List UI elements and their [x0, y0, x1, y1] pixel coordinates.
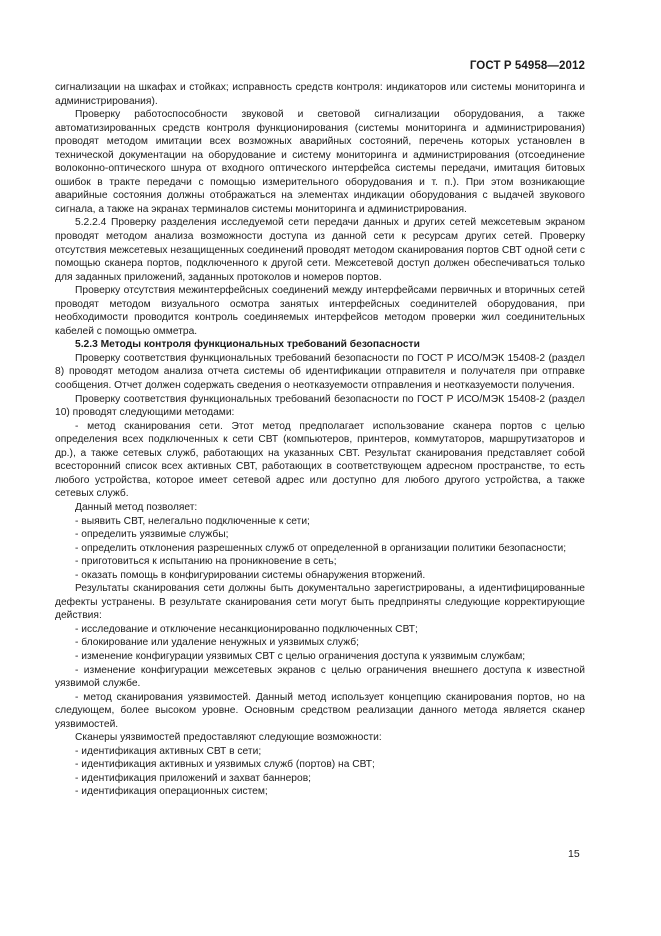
paragraph: - оказать помощь в конфигурировании системы обнаружения вторжений.	[75, 569, 426, 581]
paragraph: Проверку соответствия функциональных требований безопасности по ГОСТ Р ИСО/МЭК 15408-2 (раздел 8) проводят методом анализа отчета системы об идентификации отправителя и получателя при отправке сообщения. Отчет должен содержать сведения о неотказуемости отправления и неотказуемости получения.	[55, 352, 585, 392]
paragraph: 5.2.2.4 Проверку разделения исследуемой сети передачи данных и других сетей межсетевым экраном проводят методом анализа возможности доступа из данной сети к ресурсам других сетей. Проверку отсутствия межсетевых незащищенных соединений проводят методом сканирования портов СВТ одной сети с помощью сканера портов, подключенного к другой сети. Межсетевой доступ должен обеспечиваться только для заданных приложений, заданных протоколов и номеров портов.	[55, 217, 585, 283]
document-body	[55, 81, 585, 799]
paragraph: - идентификация активных и уязвимых служб (портов) на СВТ;	[75, 759, 375, 771]
paragraph: - определить уязвимые службы;	[75, 529, 229, 541]
paragraph: - идентификация операционных систем;	[75, 786, 268, 798]
paragraph: - приготовиться к испытанию на проникновение в сеть;	[75, 556, 337, 568]
paragraph: - идентификация активных СВТ в сети;	[75, 745, 262, 757]
paragraph: - изменение конфигурации уязвимых СВТ с целью ограничения доступа к уязвимым службам;	[75, 650, 526, 662]
paragraph: Результаты сканирования сети должны быть документально зарегистрированы, а идентифицированные дефекты устранены. В результате сканирования сети могут быть предприняты следующие корректирующие действия:	[55, 583, 585, 622]
paragraph: Сканеры уязвимостей предоставляют следующие возможности:	[75, 732, 382, 744]
paragraph: Данный метод позволяет:	[75, 501, 198, 513]
paragraph: Проверку отсутствия межинтерфейсных соединений между интерфейсами первичных и вторичных сетей проводят методом визуального осмотра занятых интерфейсных соединителей оборудования, при необходимости проводится контроль соединяемых интерфейсов методом проверки жил соединительных кабелей с помощью омметра.	[55, 285, 585, 337]
paragraph: - исследование и отключение несанкционированно подключенных СВТ;	[75, 623, 418, 635]
paragraph: - определить отклонения разрешенных служб от определенной в организации политики безопасности;	[75, 542, 567, 554]
page-number: 15	[568, 848, 580, 860]
paragraph: - метод сканирования уязвимостей. Данный метод использует концепцию сканирования портов, но на следующем, более высоком уровне. Основным средством реализации данного метода является сканер уязвимостей.	[55, 691, 585, 730]
paragraph: - выявить СВТ, нелегально подключенные к сети;	[75, 515, 310, 527]
paragraph: сигнализации на шкафах и стойках; исправность средств контроля: индикаторов или системы мониторинга и администрирования).	[55, 82, 585, 107]
paragraph: Проверку соответствия функциональных требований безопасности по ГОСТ Р ИСО/МЭК 15408-2 (раздел 10) проводят следующими методами:	[55, 393, 585, 419]
paragraph: - изменение конфигурации межсетевых экранов с целью ограничения внешнего доступа к известной уязвимой службе.	[55, 664, 585, 690]
paragraph: - метод сканирования сети. Этот метод предполагает использование сканера портов с целью определения всех подключенных к сети СВТ (компьютеров, принтеров, коммутаторов, маршрутизаторов и др.), а также сетевых служб, работающих на указанных СВТ. Результат сканирования представляет собой всесторонний список всех активных СВТ, работающих в соответствующем адресном пространстве, то есть любого устройства, которое имеет сетевой адрес или доступно для любого другого устройства, а также сетевых служб.	[55, 420, 585, 500]
paragraph: - идентификация приложений и захват баннеров;	[75, 772, 311, 784]
document-header: ГОСТ Р 54958—2012	[469, 60, 585, 72]
paragraph: - блокирование или удаление ненужных и уязвимых служб;	[75, 637, 359, 649]
paragraph: Проверку работоспособности звуковой и световой сигнализации оборудования, а также автоматизированных средств контроля функционирования (системы мониторинга и администрирования) проводят методом имитации всех возможных аварийных состояний, перечень которых установлен в технической документации на оборудование и систему мониторинга и администрирования (отсоединение волоконно-оптического шнура от входного оптического интерфейса системы передачи, имитация битовых ошибок в тракте передачи с помощью измерительного оборудования и т. п.). При этом возникающие аварийные состояния должны отображаться на элементах индикации оборудования с выдачей звукового сигнала, а также на экранах терминалов системы мониторинга и администрирования.	[55, 109, 585, 215]
section-heading: 5.2.3 Методы контроля функциональных требований безопасности	[75, 339, 420, 351]
